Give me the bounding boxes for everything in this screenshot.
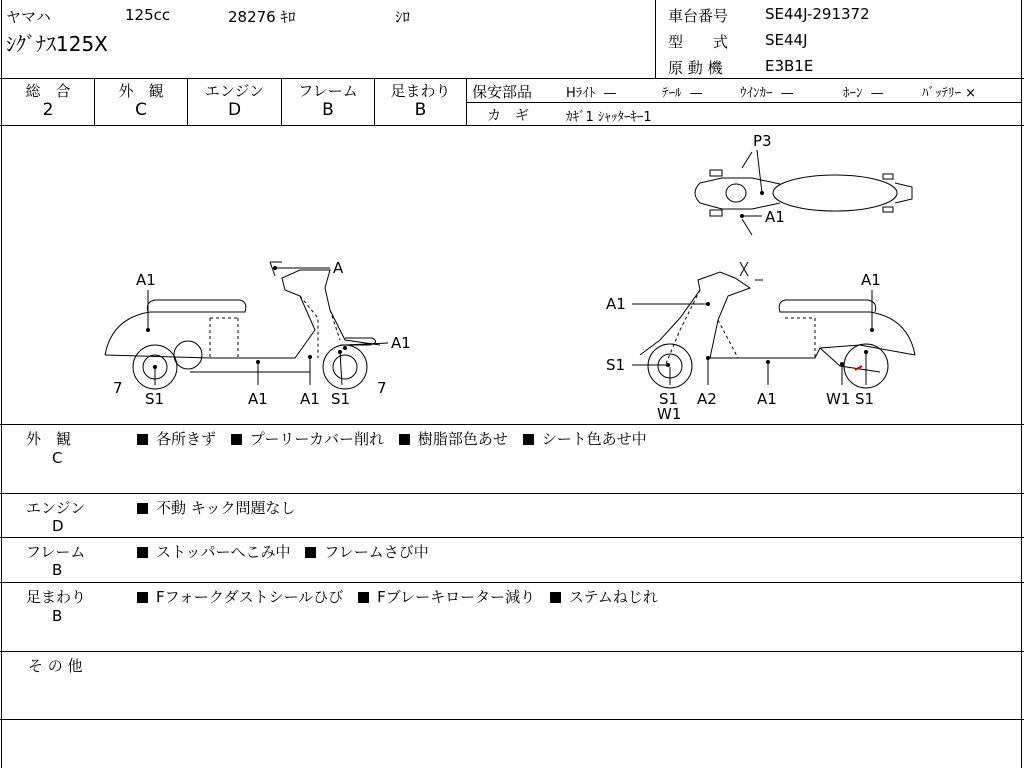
label-left-7-front: 7: [377, 379, 387, 397]
grade-frame-value: B: [322, 100, 334, 120]
displacement: 125cc: [125, 6, 171, 24]
remark-suspension-grade: B: [52, 607, 63, 625]
grade-engine-label: エンジン: [204, 82, 265, 100]
type: SE44J: [765, 31, 808, 49]
label-left-a1-seat: A1: [136, 271, 156, 289]
engine-label: 原 動 機: [668, 59, 723, 77]
damage-diagram: [0, 126, 1024, 424]
remark-suspension-label: 足まわり: [26, 588, 87, 606]
bullet-icon: [399, 434, 410, 445]
grade-exterior-label: 外 観: [118, 82, 164, 100]
label-right-w1-front: W1: [657, 405, 682, 423]
remark-engine-label: エンジン: [26, 499, 86, 517]
safety-item-headlight: Hﾗｲﾄ —: [566, 86, 617, 101]
remark-exterior-label: 外 観: [26, 430, 72, 448]
label-right-a1-front: A1: [606, 295, 626, 313]
label-left-s1-rear: S1: [145, 390, 165, 408]
bullet-icon: [137, 434, 148, 445]
grade-total-label: 総 合: [25, 82, 71, 100]
remark-engine-grade: D: [52, 517, 64, 535]
remark-frame-grade: B: [52, 561, 63, 579]
remark-engine-items: 不動 キック問題なし: [137, 497, 305, 518]
bullet-icon: [358, 592, 369, 603]
grade-engine-value: D: [227, 100, 242, 120]
label-top-p3: P3: [753, 132, 772, 150]
bullet-icon: [137, 547, 148, 558]
safety-label: 保安部品: [472, 83, 533, 101]
safety-item-battery: ﾊﾞｯﾃﾘｰ ×: [922, 86, 977, 101]
label-top-a1: A1: [765, 208, 785, 226]
color: ｼﾛ: [395, 8, 411, 26]
grade-suspension-value: B: [414, 100, 427, 120]
remark-frame-label: フレーム: [26, 543, 86, 561]
label-right-w1-rear: W1: [826, 390, 851, 408]
remark-exterior-items: 各所きず プーリーカバー削れ 樹脂部色あせ シート色あせ中: [137, 428, 657, 449]
engine: E3B1E: [765, 57, 814, 75]
bullet-icon: [231, 434, 242, 445]
safety-item-winker: ｳｲﾝｶｰ —: [740, 86, 794, 101]
frame-no: SE44J-291372: [765, 5, 870, 23]
label-right-a1-seat: A1: [861, 271, 881, 289]
label-right-a1-floor: A1: [757, 390, 777, 408]
label-right-s1-rear: S1: [855, 390, 875, 408]
grade-suspension-label: 足まわり: [390, 82, 451, 100]
label-right-s1-side: S1: [606, 356, 626, 374]
label-left-a1-floor: A1: [248, 390, 268, 408]
bullet-icon: [523, 434, 534, 445]
frame-no-label: 車台番号: [668, 7, 729, 25]
remark-suspension-items: Fフォークダストシールひび Fブレーキローター減り ステムねじれ: [137, 586, 668, 607]
remark-exterior-grade: C: [52, 449, 63, 467]
label-left-s1-front: S1: [331, 390, 351, 408]
grade-frame-label: フレーム: [298, 82, 358, 100]
safety-item-tail: ﾃｰﾙ —: [662, 86, 703, 101]
bullet-icon: [305, 547, 316, 558]
label-right-s1-front: S1: [659, 390, 679, 408]
grade-total-value: 2: [42, 100, 54, 120]
model-name: ｼｸﾞﾅｽ125X: [6, 32, 108, 56]
mileage: 28276 ｷﾛ: [228, 8, 296, 26]
remark-other-label: そ の 他: [28, 657, 83, 675]
key-value: ｶｷﾞ1 ｼｬｯﾀｰｷｰ1: [566, 110, 652, 125]
maker: ヤマハ: [6, 8, 51, 26]
label-left-7-rear: 7: [113, 379, 123, 397]
key-label: カ ギ: [487, 108, 529, 124]
remark-frame-items: ストッパーへこみ中 フレームさび中: [137, 541, 439, 562]
label-left-a1-front: A1: [391, 334, 411, 352]
bullet-icon: [137, 592, 148, 603]
bullet-icon: [550, 592, 561, 603]
type-label: 型 式: [668, 33, 729, 51]
label-left-a: A: [333, 259, 344, 277]
bullet-icon: [137, 503, 148, 514]
top-view-scooter-icon: [695, 152, 912, 235]
label-left-a1-fork: A1: [300, 390, 320, 408]
label-right-a2: A2: [697, 390, 717, 408]
grade-exterior-value: C: [135, 100, 147, 120]
safety-item-horn: ﾎｰﾝ —: [843, 86, 884, 101]
